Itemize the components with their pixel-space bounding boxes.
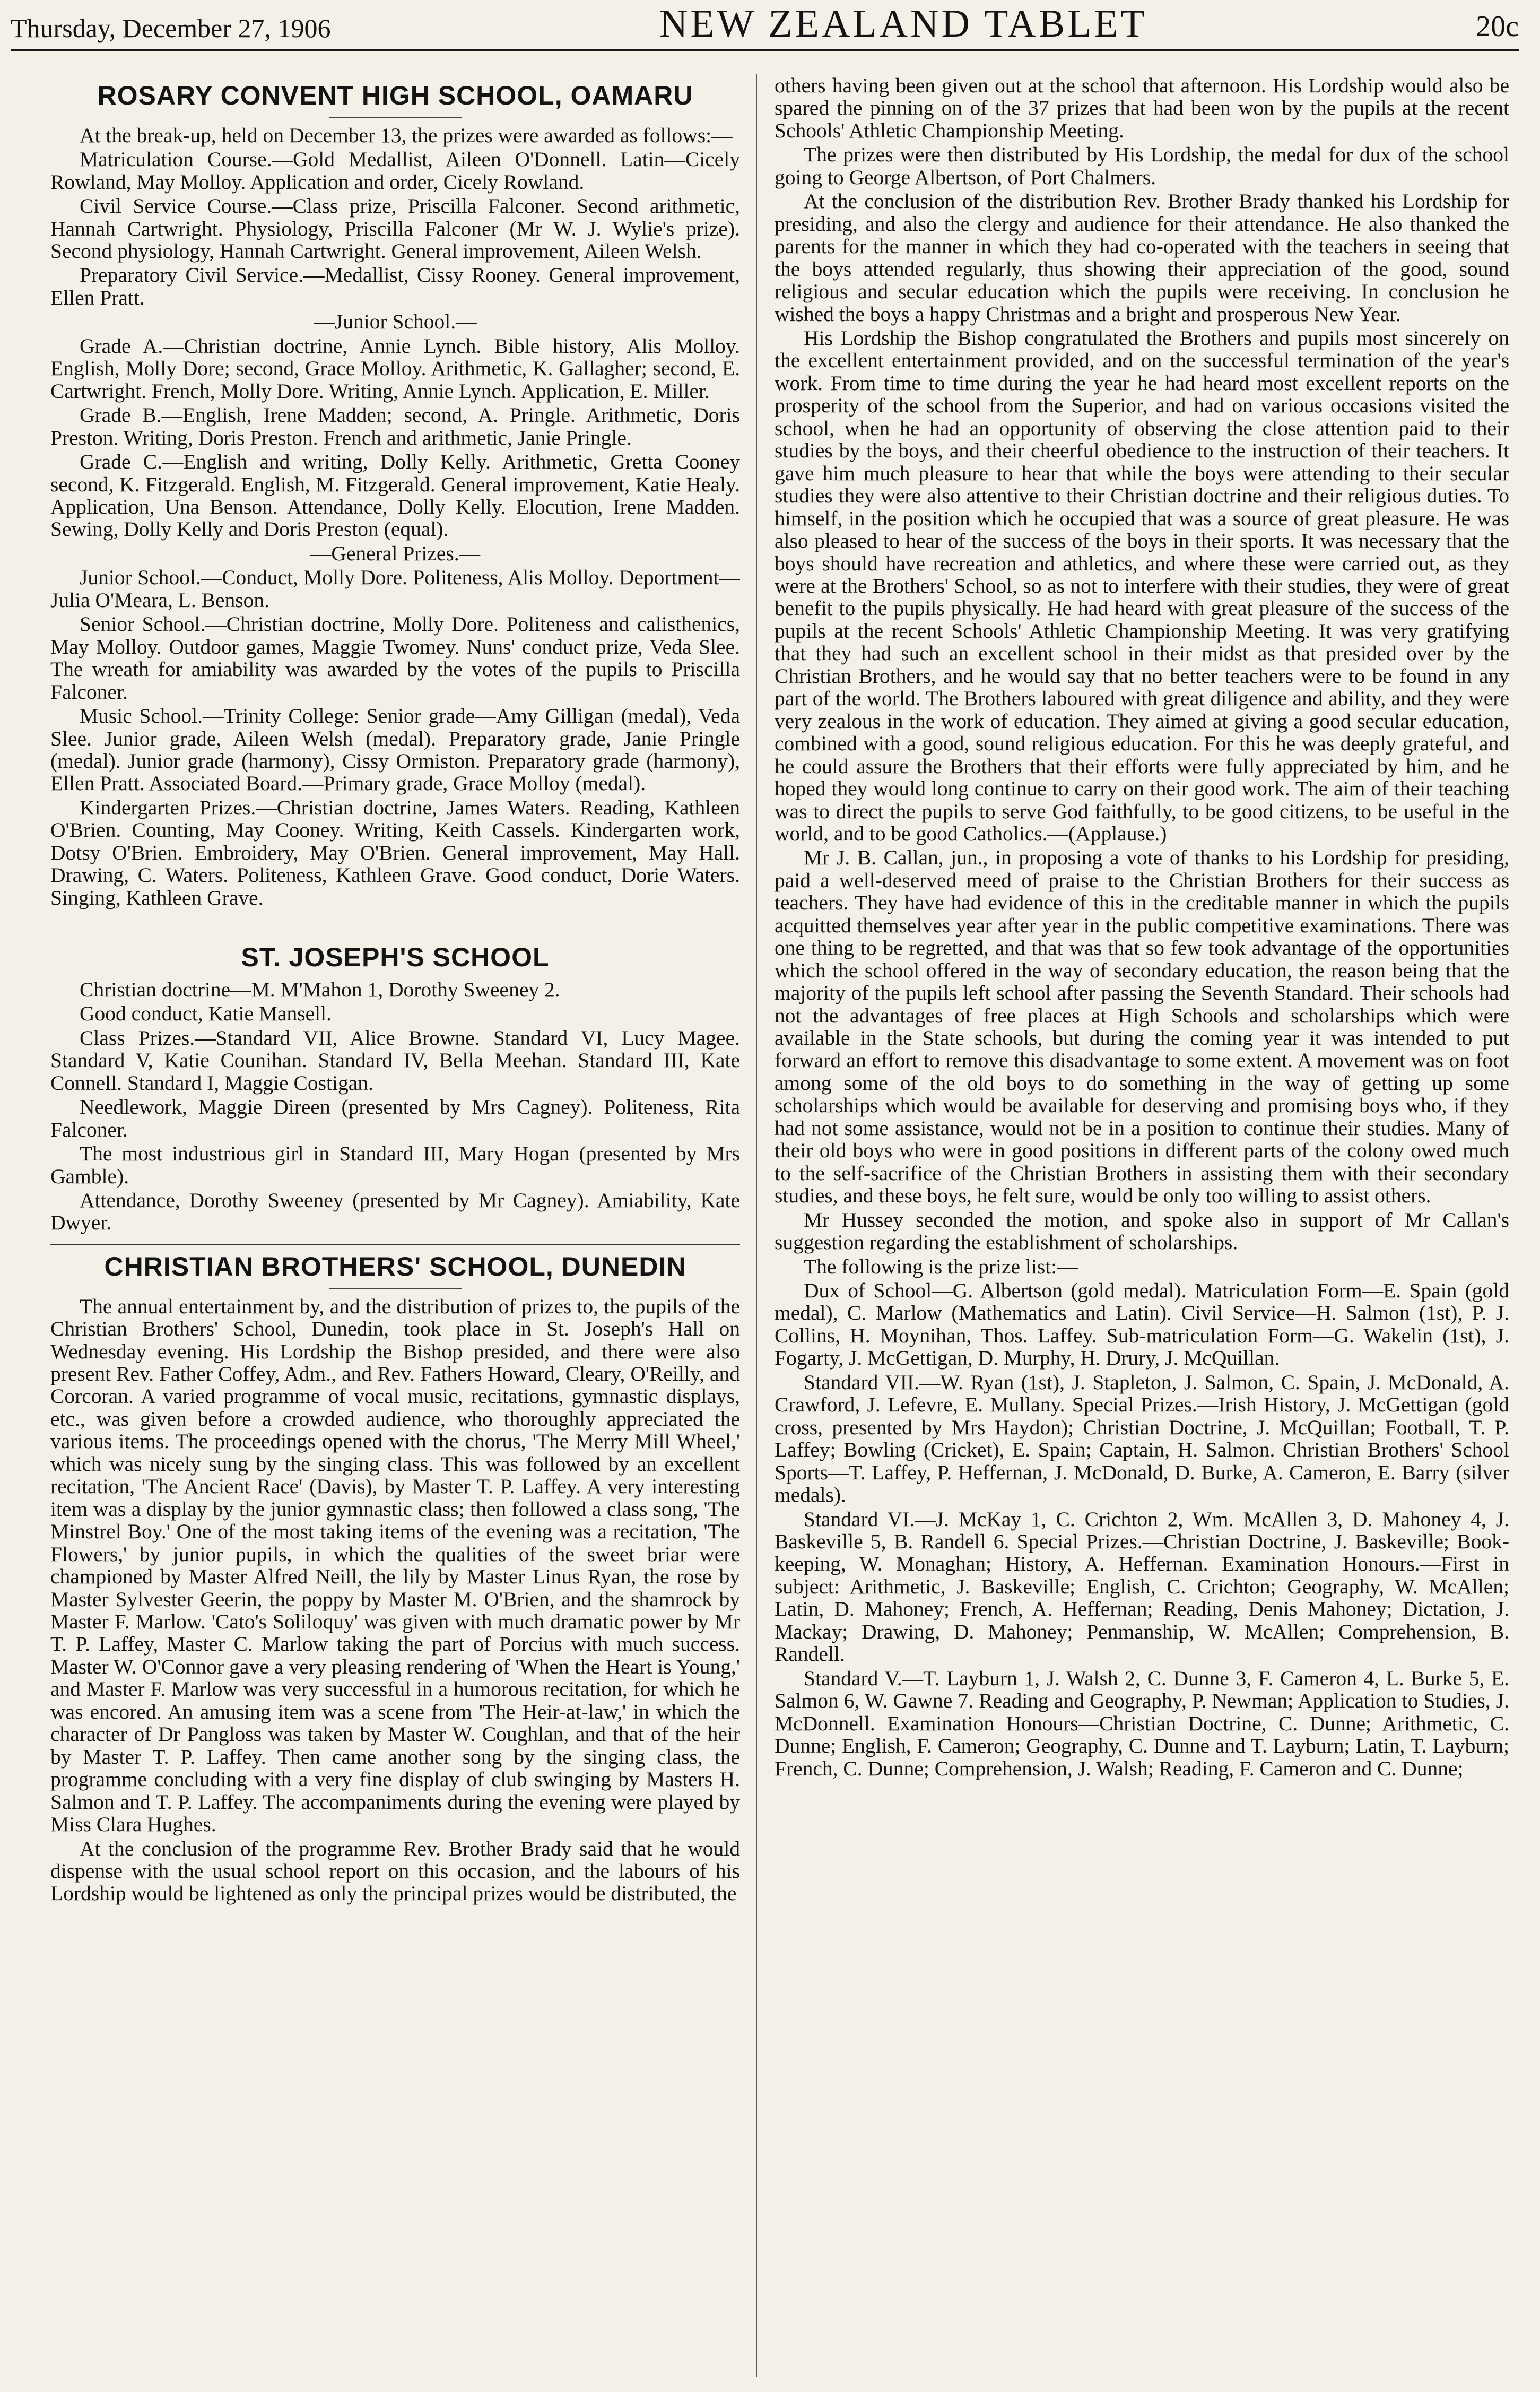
paragraph: Grade A.—Christian doctrine, Annie Lynch. Bible history, Alis Molloy. English, Molly Dore; second, Grace Molloy. Arithmetic, K. Gallagher; second, E. Cartwright. French, Molly Dore. Writing, Annie Lynch. Application, E. Miller. xyxy=(50,334,740,403)
christian-brothers-article xyxy=(50,1253,740,1905)
right-column xyxy=(775,74,1509,2388)
prize-list-paragraph: Standard VII.—W. Ryan (1st), J. Stapleton, J. Salmon, C. Spain, J. McDonald, A. Crawford, J. Lefevre, E. Mullany. Special Prizes.—Irish History, J. McGettigan (gold cross, presented by Mrs Haydon); Christian Doctrine, J. McQuillan; Football, T. P. Laffey; Bowling (Cricket), E. Spain; Captain, H. Salmon. Christian Brothers' School Sports—T. Laffey, P. Heffernan, J. McDonald, D. Burke, A. Cameron, E. Barry (silver medals). xyxy=(775,1370,1509,1507)
headline-rule xyxy=(329,117,462,118)
paragraph: The following is the prize list:— xyxy=(804,1254,1078,1278)
paragraph: At the break-up, held on December 13, the prizes were awarded as follows:— xyxy=(80,123,733,147)
paragraph: Grade B.—English, Irene Madden; second, A. Pringle. Arithmetic, Doris Preston. Writing, Doris Preston. French and arithmetic, Janie Pringle. xyxy=(50,403,740,449)
paragraph: Matriculation Course.—Gold Medallist, Aileen O'Donnell. Latin—Cicely Rowland, May Molloy. Application and order, Cicely Rowland. xyxy=(50,148,740,194)
rosary-convent-headline: ROSARY CONVENT HIGH SCHOOL, OAMARU xyxy=(97,81,693,110)
paragraph: Mr J. B. Callan, jun., in proposing a vote of thanks to his Lordship for presiding, paid a well-deserved meed of praise to the Christian Brothers for their success as teachers. They have had evidence of this in the creditable manner in which the pupils acquitted themselves year after year in the public competitive examinations. There was one thing to be regretted, and that was that so few took advantage of the opportunities which the school offered in the way of secondary education, the reason being that the majority of the pupils left school after passing the Seventh Standard. Their schools had not the advantages of free places at High Schools and scholarships which were available in the State schools, but during the coming year it was intended to put forward an effort to remove this disadvantage to some extent. A movement was on foot among some of the old boys to do something in the way of getting up some scholarships which would be available for deserving and promising boys who, if they had not some assistance, would not be in a position to continue their studies. Many of their old boys who were in good positions in different parts of the colony owed much to the self-sacrifice of the Christian Brothers in assisting them with their secondary studies, and these boys, he felt sure, would be only too willing to assist others. xyxy=(775,846,1509,1208)
paragraph: Preparatory Civil Service.—Medallist, Cissy Rooney. General improvement, Ellen Pratt. xyxy=(50,263,740,309)
prize-list-paragraph: Dux of School—G. Albertson (gold medal). Matriculation Form—E. Spain (gold medal), C. Marlow (Mathematics and Latin). Civil Service—H. Salmon (1st), P. J. Collins, H. Moynihan, Thos. Laffey. Sub-matriculation Form—G. Wakelin (1st), J. Fogarty, J. McGettigan, D. Murphy, H. Drury, J. McQuillan. xyxy=(775,1279,1509,1370)
paragraph: Needlework, Maggie Direen (presented by Mrs Cagney). Politeness, Rita Falconer. xyxy=(50,1095,740,1141)
paragraph: Junior School.—Conduct, Molly Dore. Politeness, Alis Molloy. Deportment—Julia O'Meara, L. Benson. xyxy=(50,566,740,612)
paragraph: The prizes were then distributed by His Lordship, the medal for dux of the school going to George Albertson, of Port Chalmers. xyxy=(775,143,1509,189)
paragraph: Grade C.—English and writing, Dolly Kelly. Arithmetic, Gretta Cooney second, K. Fitzgerald. English, M. Fitzgerald. General improvement, Katie Healy. Application, Una Benson. Attendance, Dolly Kelly. Elocution, Irene Madden. Sewing, Dolly Kelly and Doris Preston (equal). xyxy=(50,450,740,541)
section-spacer xyxy=(50,911,740,936)
column-divider xyxy=(756,74,757,2377)
christian-brothers-headline: CHRISTIAN BROTHERS' SCHOOL, DUNEDIN xyxy=(104,1251,686,1281)
st-joseph-article xyxy=(50,943,740,1234)
paragraph: Music School.—Trinity College: Senior grade—Amy Gilligan (medal), Veda Slee. Junior grade, Aileen Welsh (medal). Preparatory grade, Janie Pringle (medal). Junior grade (harmony), Cissy Ormiston. Preparatory grade (harmony), Ellen Pratt. Associated Board.—Primary grade, Grace Molloy (medal). xyxy=(50,704,740,795)
paragraph: Mr Hussey seconded the motion, and spoke also in support of Mr Callan's suggestion regarding the establishment of scholarships. xyxy=(775,1208,1509,1254)
publication-title: NEW ZEALAND TABLET xyxy=(659,2,1147,46)
prize-list-paragraph: Standard V.—T. Layburn 1, J. Walsh 2, C. Dunne 3, F. Cameron 4, L. Burke 5, E. Salmon 6, W. Gawne 7. Reading and Geography, P. Newman; Application to Studies, J. McDonnell. Examination Honours—Christian Doctrine, C. Dunne; Arithmetic, C. Dunne; English, F. Cameron; Geography, C. Dunne and T. Layburn; Latin, T. Layburn; French, C. Dunne; Comprehension, J. Walsh; Reading, F. Cameron and C. Dunne; xyxy=(775,1666,1509,1780)
paragraph: Attendance, Dorothy Sweeney (presented by Mr Cagney). Amiability, Kate Dwyer. xyxy=(50,1188,740,1235)
paragraph: Civil Service Course.—Class prize, Priscilla Falconer. Second arithmetic, Hannah Cartwright. Physiology, Priscilla Falconer (Mr W. J. Wylie's prize). Second physiology, Hannah Cartwright. General improvement, Aileen Welsh. xyxy=(50,194,740,263)
masthead xyxy=(11,4,1519,51)
issue-date: Thursday, December 27, 1906 xyxy=(11,13,331,43)
page-number: 20c xyxy=(1476,10,1519,43)
paragraph: Kindergarten Prizes.—Christian doctrine, James Waters. Reading, Kathleen O'Brien. Counting, May Cooney. Writing, Keith Cassels. Kindergarten work, Dotsy O'Brien. Embroidery, May O'Brien. General improvement, May Hall. Drawing, C. Waters. Politeness, Kathleen Grave. Good conduct, Dorie Waters. Singing, Kathleen Grave. xyxy=(50,795,740,909)
paragraph: At the conclusion of the distribution Rev. Brother Brady thanked his Lordship for presiding, and also the clergy and audience for their attendance. He also thanked the parents for the manner in which they had co-operated with the teachers in seeing that the boys attended regularly, thus showing their appreciation of the good, sound religious and secular education which the pupils were receiving. In conclusion he wished the boys a happy Christmas and a bright and prosperous New Year. xyxy=(775,189,1509,326)
paragraph: Christian doctrine—M. M'Mahon 1, Dorothy Sweeney 2. xyxy=(80,977,560,1001)
paragraph: Class Prizes.—Standard VII, Alice Browne. Standard VI, Lucy Magee. Standard V, Katie Counihan. Standard IV, Bella Meehan. Standard III, Kate Connell. Standard I, Maggie Costigan. xyxy=(50,1026,740,1095)
subheading: —General Prizes.— xyxy=(310,541,481,565)
left-column xyxy=(50,74,740,2388)
paragraph: His Lordship the Bishop congratulated the Brothers and pupils most sincerely on the excellent entertainment provided, and on the successful termination of the year's work. From time to time during the year he had heard most excellent reports on the prosperity of the school from the Superior, and had on various occasions visited the school, when he had an opportunity of observing the close attention paid to their studies by the boys, and their cheerful obedience to the instruction of their teachers. It gave him much pleasure to hear that while the boys were attending to their secular studies they were also attentive to their Christian doctrine and their religious duties. To himself, in the position which he occupied that was a source of great pleasure. He was also pleased to hear of the success of the boys in their sports. It was necessary that the boys should have recreation and athletics, and where these were carried out, as they were at the Brothers' School, so as not to interfere with their studies, they were of great benefit to the pupils physically. He had heard with great pleasure of the success of the pupils at the recent Schools' Athletic Championship Meeting. It was very gratifying that they had such an excellent school in their midst as that presided over by the Christian Brothers, and he would say that no better teachers were to be found in any part of the world. The Brothers laboured with great diligence and ability, and they were very zealous in the work of education. They aimed at giving a good secular education, combined with a good, sound religious education. For this he was deeply grateful, and he could assure the Brothers that their efforts were fully appreciated by him, and he hoped they would long continue to carry on their good work. The aim of their teaching was to direct the pupils to serve God faithfully, to be good citizens, to be useful in the world, and to be good Catholics.—(Applause.) xyxy=(775,326,1509,845)
paragraph: Good conduct, Katie Mansell. xyxy=(80,1002,332,1026)
paragraph: The most industrious girl in Standard III, Mary Hogan (presented by Mrs Gamble). xyxy=(50,1142,740,1188)
section-rule xyxy=(50,1244,740,1245)
headline-rule xyxy=(329,1288,462,1289)
paragraph: Senior School.—Christian doctrine, Molly Dore. Politeness and calisthenics, May Molloy. Outdoor games, Maggie Twomey. Nuns' conduct prize, Veda Slee. The wreath for amiability was awarded by the votes of the pupils to Priscilla Falconer. xyxy=(50,612,740,704)
subheading: —Junior School.— xyxy=(314,310,477,334)
prize-list-paragraph: Standard VI.—J. McKay 1, C. Crichton 2, Wm. McAllen 3, D. Mahoney 4, J. Baskeville 5, B. Randell 6. Special Prizes.—Christian Doctrine, J. Baskeville; Book-keeping, W. Monaghan; History, A. Heffernan. Examination Honours.—First in subject: Arithmetic, J. Baskeville; English, C. Crichton; Geography, W. McAllen; Latin, D. Mahoney; French, A. Heffernan; Reading, Denis Mahoney; Dictation, J. Mackay; Drawing, D. Mahoney; Penmanship, W. McAllen; Comprehension, B. Randell. xyxy=(775,1507,1509,1666)
rosary-convent-article xyxy=(50,82,740,909)
paragraph: The annual entertainment by, and the distribution of prizes to, the pupils of the Christian Brothers' School, Dunedin, took place in St. Joseph's Hall on Wednesday evening. His Lordship the Bishop presided, and there were also present Rev. Father Coffey, Adm., and Rev. Fathers Howard, Cleary, O'Reilly, and Corcoran. A varied programme of vocal music, recitations, gymnastic displays, etc., was given before a crowded audience, who thoroughly appreciated the various items. The proceedings opened with the chorus, 'The Merry Mill Wheel,' which was nicely sung by the singing class. This was followed by an excellent recitation, 'The Ancient Race' (Davis), by Master T. P. Laffey. A very interesting item was a display by the junior gymnastic class; then followed a class song, 'The Minstrel Boy.' One of the most taking items of the evening was a recitation, 'The Flowers,' by junior pupils, in which the qualities of the sweet briar were championed by Master Alfred Neill, the lily by Master Linus Ryan, the rose by Master Sylvester Geerin, the poppy by Master M. O'Brien, and the shamrock by Master F. Marlow. 'Cato's Soliloquy' was given with much dramatic power by Mr T. P. Laffey, Master C. Marlow taking the part of Porcius with much success. Master W. O'Connor gave a very pleasing rendering of 'When the Heart is Young,' and Master F. Marlow was very successful in a humorous recitation, for which he was encored. An amusing item was a scene from 'The Heir-at-law,' in which the character of Dr Pangloss was taken by Master W. Coughlan, and that of the heir by Master T. P. Laffey. Then came another song by the singing class, the programme concluding with a very fine display of club swinging by Masters H. Salmon and T. P. Laffey. The accompaniments during the evening were played by Miss Clara Hughes. xyxy=(50,1294,740,1836)
paragraph: At the conclusion of the programme Rev. Brother Brady said that he would dispense with the usual school report on this occasion, and the labours of his Lordship would be lightened as only the principal prizes would be distributed, the xyxy=(50,1836,740,1905)
paragraph: others having been given out at the school that afternoon. His Lordship would also be spared the pinning on of the 37 prizes that had been won by the pupils at the recent Schools' Athletic Championship Meeting. xyxy=(775,74,1509,142)
st-joseph-headline: ST. JOSEPH'S SCHOOL xyxy=(241,942,550,973)
